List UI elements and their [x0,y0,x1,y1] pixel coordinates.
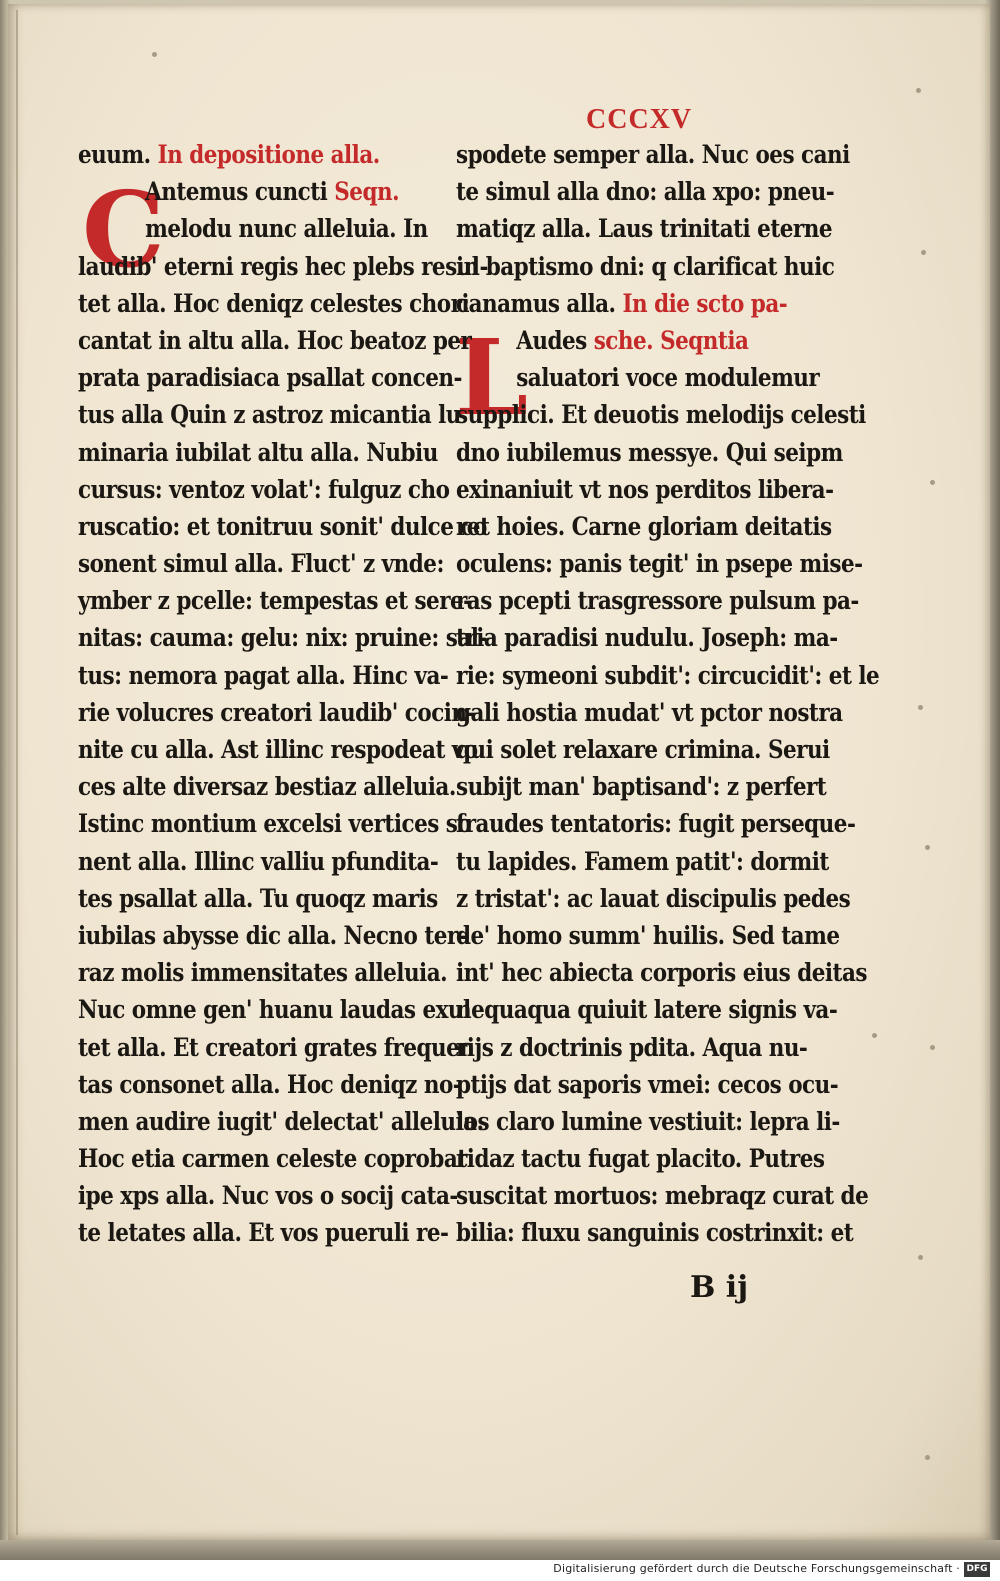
text-line-plain: ces alte diversaz bestiaz alleluia. [78,772,456,802]
text-line [78,694,475,731]
text-line [78,396,461,433]
text-line [78,508,487,545]
text-line [456,768,827,805]
text-line [78,880,438,917]
text-line-plain: Hoc etia carmen celeste coprobat [78,1144,467,1174]
page-stack-edge [0,1540,1000,1562]
text-line-plain: rie: symeoni subdit': circucidit': et le [456,660,880,690]
text-line [78,805,472,842]
text-line [78,136,379,173]
margin-speck [152,52,157,57]
text-line [456,1029,808,1066]
text-line-plain: suscitat mortuos: mebraqz curat de [456,1181,869,1211]
text-line [456,359,820,396]
rubric-text: In die scto pa- [622,288,788,318]
text-line-plain: exinaniuit vt nos perditos libera- [456,474,834,504]
margin-speck [872,1033,877,1038]
text-line-plain: supplici. Et deuotis melodijs celesti [456,400,866,430]
text-line [78,991,471,1028]
text-line [78,582,472,619]
text-line-plain: Istinc montium excelsi vertices so [78,809,472,839]
text-line-plain: qui solet relaxare crimina. Serui [456,735,830,764]
signature-mark: B ij [690,1270,749,1305]
text-line-plain: te letates alla. Et vos pueruli re- [78,1218,449,1248]
text-line [456,1177,869,1214]
text-line [78,843,439,880]
text-line-plain: los claro lumine vestiuit: lepra li- [456,1106,840,1136]
margin-speck [918,1255,923,1260]
text-line-plain: nite cu alla. Ast illinc respodeat vo [78,735,478,764]
text-line-plain: z tristat': ac lauat discipulis pedes [456,883,851,913]
text-line-plain: int' hec abiecta corporis eius deitas [456,958,867,988]
text-column-left [78,136,488,1252]
text-line [78,1140,467,1177]
text-line-plain: men audire iugit' delectat' alleluia. [78,1106,484,1136]
text-line-plain: iubilas abysse dic alla. Necno ter- [78,920,467,950]
text-line-plain: tu lapides. Famem patit': dormit [456,846,829,876]
text-line-plain: rie volucres creatori laudib' cocin- [78,697,475,727]
text-line-plain: oculens: panis tegit' in psepe mise- [456,549,863,579]
rubric-text: sche. Seqntia [593,325,749,355]
text-line [78,1066,462,1103]
text-line-plain: melodu nunc alleluia. In [145,214,428,244]
text-line-plain: minaria iubilat altu alla. Nubiu [78,437,438,467]
text-line [456,508,832,545]
text-line-plain: dno iubilemus messye. Qui seipm [456,437,843,467]
text-line [456,136,850,173]
text-line [456,471,834,508]
text-line [78,657,449,694]
text-line-plain: rijs z doctrinis pdita. Aqua nu- [456,1032,808,1062]
text-line-plain: cantat in altu alla. Hoc beatoz per [78,325,472,355]
text-line-plain: nequaqua quiuit latere signis va- [456,995,838,1025]
text-line [78,731,478,768]
text-line-plain: cursus: ventoz volat': fulguz cho [78,474,450,504]
text-line-plain: prata paradisiaca psallat concen- [78,363,462,393]
text-line [78,434,438,471]
text-line-plain: tus: nemora pagat alla. Hinc va- [78,660,449,690]
text-line [78,1177,458,1214]
text-line [78,1029,475,1066]
rubric-text: Seqn. [334,177,400,207]
text-line-plain: matiqz alla. Laus trinitati eterne [456,214,833,244]
text-line [456,843,829,880]
text-line [456,396,866,433]
text-line [78,619,487,656]
text-line-plain: tas consonet alla. Hoc deniqz no- [78,1069,462,1099]
text-line [456,657,880,694]
text-line-plain: gali hostia mudat' vt pctor nostra [456,697,843,727]
text-line [78,1103,484,1140]
text-line [456,434,843,471]
text-column-right [456,136,880,1252]
text-line [78,545,444,582]
margin-speck [921,250,926,255]
text-line [78,210,428,247]
text-line-plain: ipe xps alla. Nuc vos o socij cata- [78,1181,458,1211]
text-line [456,694,843,731]
text-line [456,545,863,582]
text-line-plain: tet alla. Et creatori grates frequen [78,1032,475,1062]
text-line [456,1140,825,1177]
text-line [456,1214,854,1251]
text-line [456,991,838,1028]
text-line [78,917,467,954]
text-line-plain: fraudes tentatoris: fugit perseque- [456,809,856,839]
text-line-plain: laudib' eterni regis hec plebs resul- [78,251,488,281]
margin-speck [918,705,923,710]
text-line [456,582,859,619]
text-line [78,359,462,396]
text-line [456,619,838,656]
text-line-plain: nent alla. Illinc valliu pfundita- [78,846,439,876]
text-line [78,471,450,508]
text-line [456,210,833,247]
text-line [456,805,856,842]
text-line-plain: nitas: cauma: gelu: nix: pruine: sal- [78,623,487,653]
text-line-plain: tes psallat alla. Tu quoqz maris [78,883,438,913]
text-line [78,248,488,285]
text-line-plain: in baptismo dni: q clarificat huic [456,251,835,281]
text-line-plain: tet alla. Hoc deniqz celestes chori [78,288,470,318]
text-line [456,1066,839,1103]
text-line-plain: ras pcepti trasgressore pulsum pa- [456,586,859,616]
text-line-plain: sonent simul alla. Fluct' z vnde: [78,549,444,579]
text-line [456,731,830,768]
text-line [78,954,448,991]
text-line-plain: raz molis immensitates alleluia. [78,958,448,988]
text-line-plain: ret hoies. Carne gloriam deitatis [456,511,832,541]
text-line-plain: Nuc omne gen' huanu laudas exul [78,995,471,1025]
text-line-plain: tus alla Quin z astroz micantia lu [78,400,461,430]
text-line-plain: euum. [78,140,151,169]
text-line-plain: Audes [516,325,594,355]
binding-edge [16,10,18,1535]
text-line [456,954,867,991]
text-line-plain: bilia: fluxu sanguinis costrinxit: et [456,1218,854,1248]
margin-speck [925,1455,930,1460]
text-line-plain: subijt man' baptisand': z perfert [456,772,827,802]
margin-speck [930,480,935,485]
text-line [456,173,835,210]
text-line [456,1103,840,1140]
folio-number: CCCXV [586,104,693,135]
initial-capital-left: C [82,168,165,291]
text-line [456,248,835,285]
rubric-text: In depositione alla. [150,140,380,169]
text-line [78,322,472,359]
text-line-plain: canamus alla. [456,288,623,318]
text-line-plain: te simul alla dno: alla xpo: pneu- [456,177,835,207]
text-line-plain: ymber z pcelle: tempestas et sere- [78,586,472,616]
text-line [456,322,757,359]
text-line-plain: ptijs dat saporis vmei: cecos ocu- [456,1069,839,1099]
text-line-plain: spodete semper alla. Nuc oes cani [456,140,850,169]
initial-capital-right: L [455,316,529,439]
text-line [78,768,456,805]
text-line [456,285,788,322]
text-line-plain: saluatori voce modulemur [516,363,820,393]
margin-speck [930,1045,935,1050]
text-line [456,917,840,954]
text-line [78,285,470,322]
text-line-plain: Antemus cuncti [145,177,335,207]
margin-speck [916,88,921,93]
text-line-plain: ruscatio: et tonitruu sonit' dulce co [78,511,487,541]
text-line-plain: de' homo summ' huilis. Sed tame [456,920,840,950]
text-line-plain: ridaz tactu fugat placito. Putres [456,1144,825,1174]
text-line [78,173,400,210]
funding-credit: Digitalisierung gefördert durch die Deutsche Forschungsgemeinschaft · [553,1562,960,1575]
text-line [78,1214,449,1251]
dfg-logo: DFG [964,1562,990,1577]
text-line-plain: tria paradisi nudulu. Joseph: ma- [456,623,838,653]
margin-speck [925,845,930,850]
text-line [456,880,851,917]
